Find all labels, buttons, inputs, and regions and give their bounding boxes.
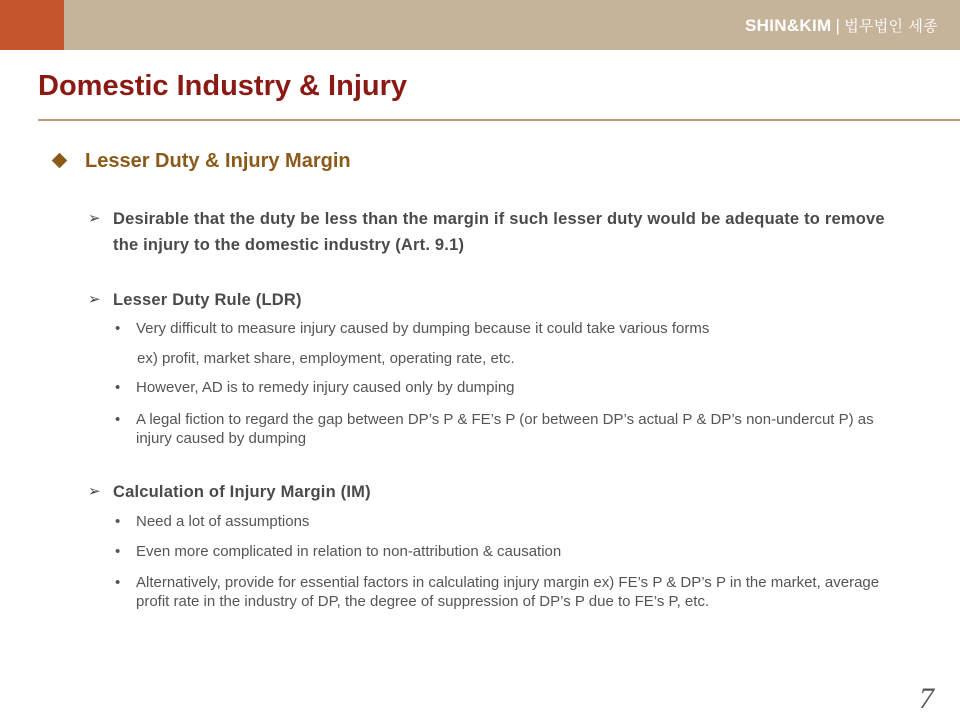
list-item bbox=[115, 512, 875, 531]
bullet-text: Alternatively, provide for essential factors in calculating injury margin ex) FE’s P & DP’s P in the market, average profit rate in the industry of DP, the degree of suppression of DP’s P due to FE’s P, etc. bbox=[136, 574, 880, 610]
dot-icon: • bbox=[115, 574, 121, 591]
slide-title: Domestic Industry & Injury bbox=[38, 70, 408, 102]
bullet-text: Even more complicated in relation to non-attribution & causation bbox=[136, 543, 562, 560]
logo-brand: SHIN&KIM bbox=[745, 16, 832, 35]
item-text: Lesser Duty Rule (LDR) bbox=[113, 291, 302, 309]
dot-icon: • bbox=[115, 320, 121, 337]
item-art-9-1 bbox=[88, 206, 888, 258]
list-item bbox=[115, 410, 890, 448]
list-item bbox=[115, 542, 875, 561]
arrow-right-icon: ➢ bbox=[88, 210, 101, 227]
page-number: 7 bbox=[919, 682, 934, 715]
bullet-text: However, AD is to remedy injury caused only by dumping bbox=[136, 379, 515, 396]
item-text: Calculation of Injury Margin (IM) bbox=[113, 483, 371, 501]
arrow-right-icon: ➢ bbox=[88, 483, 101, 500]
section-heading bbox=[52, 150, 351, 173]
list-item bbox=[115, 319, 875, 338]
dot-icon: • bbox=[115, 513, 121, 530]
arrow-right-icon: ➢ bbox=[88, 291, 101, 308]
dot-icon: • bbox=[115, 379, 121, 396]
list-item bbox=[115, 378, 875, 397]
diamond-icon bbox=[52, 153, 68, 169]
example-note: ex) profit, market share, employment, operating rate, etc. bbox=[137, 350, 515, 367]
item-text: Desirable that the duty be less than the margin if such lesser duty would be adequate to remove the injury to the domestic industry (Art. 9.1) bbox=[113, 210, 885, 254]
logo-separator: | bbox=[835, 16, 841, 35]
bullet-text: A legal fiction to regard the gap between DP’s P & FE’s P (or between DP’s actual P & DP’s non-undercut P) as injury caused by dumping bbox=[136, 411, 874, 447]
section-heading-text: Lesser Duty & Injury Margin bbox=[85, 150, 351, 172]
list-item bbox=[115, 573, 905, 611]
bullet-text: Need a lot of assumptions bbox=[136, 513, 310, 530]
item-im bbox=[88, 479, 888, 505]
dot-icon: • bbox=[115, 543, 121, 560]
bullet-text: Very difficult to measure injury caused by dumping because it could take various forms bbox=[136, 320, 710, 337]
item-ldr bbox=[88, 287, 888, 313]
dot-icon: • bbox=[115, 411, 121, 428]
logo-korean: 법무법인 세종 bbox=[844, 17, 938, 35]
